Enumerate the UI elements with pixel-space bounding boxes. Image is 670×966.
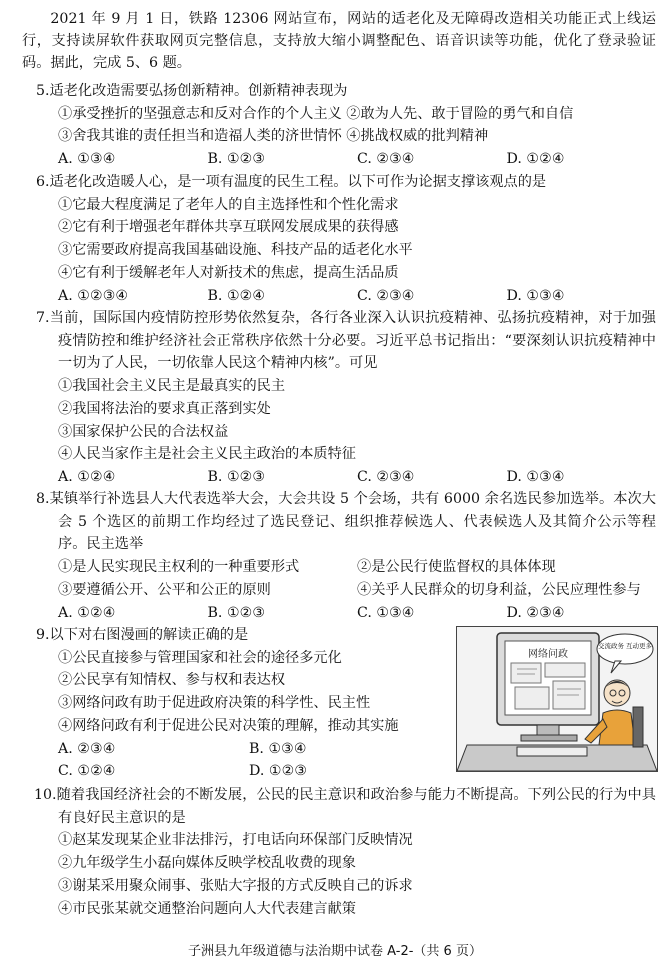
choice-c[interactable]: C. ②③④ — [357, 151, 415, 168]
choice-c[interactable]: C. ①③④ — [357, 604, 415, 621]
question-stem: 适老化改造暖人心，是一项有温度的民生工程。以下可作为论据支撑该观点的是 — [49, 174, 547, 190]
answer-choices — [22, 602, 656, 625]
option-line: ②九年级学生小磊向媒体反映学校乱收费的现象 — [58, 855, 356, 872]
option-line: ④网络问政有利于促进公民对决策的理解，推动其实施 — [58, 717, 399, 734]
option-line: ④市民张某就交通整治问题向人大代表建言献策 — [58, 900, 356, 917]
bubble-text: 交流政务 互动更多 — [597, 642, 653, 650]
option-line: ③网络问政有助于促进政府决策的科学性、民主性 — [58, 695, 371, 712]
answer-choices — [22, 148, 656, 171]
option-line: ②公民享有知情权、参与权和表达权 — [58, 672, 286, 689]
question-stem: 以下对右图漫画的解读正确的是 — [49, 627, 249, 643]
option-line: ①赵某发现某企业非法排污，打电话向环保部门反映情况 — [58, 832, 413, 849]
choice-d[interactable]: D. ①③④ — [506, 287, 565, 304]
option-line: ②它有利于增强老年群体共享互联网发展成果的获得感 — [58, 219, 399, 236]
question-10 — [22, 784, 656, 920]
option-line: ①承受挫折的坚强意志和反对合作的个人主义 ②敢为人先、敢于冒险的勇气和自信 — [58, 105, 574, 122]
answer-choices — [22, 760, 440, 783]
choice-b[interactable]: B. ①②④ — [207, 287, 266, 304]
option-line: ④人民当家作主是社会主义民主政治的本质特征 — [58, 446, 356, 463]
cartoon-image — [456, 626, 658, 772]
choice-b[interactable]: B. ①②③ — [207, 151, 266, 168]
question-6 — [22, 171, 656, 307]
choice-d[interactable]: D. ②③④ — [506, 604, 565, 621]
choice-d[interactable]: D. ①②③ — [249, 763, 308, 780]
option-item: ④关乎人民群众的切身利益，公民应理性参与 — [357, 581, 641, 598]
option-line: ③舍我其谁的责任担当和造福人类的济世情怀 ④挑战权威的批判精神 — [58, 128, 489, 145]
option-row — [22, 556, 656, 579]
question-number: 6. — [36, 174, 50, 190]
cartoon-drawing — [457, 627, 657, 771]
choice-b[interactable]: B. ①②③ — [207, 604, 266, 621]
question-stem: 随着我国经济社会的不断发展，公民的民主意识和政治参与能力不断提高。下列公民的行为中具有良好民主意识的是 — [56, 787, 656, 826]
choice-a[interactable]: A. ①②④ — [58, 468, 116, 485]
choice-b[interactable]: B. ①③④ — [249, 740, 307, 757]
option-item: ①是人民实现民主权利的一种重要形式 — [58, 559, 300, 576]
question-number: 7. — [36, 310, 50, 326]
option-row — [22, 579, 656, 602]
option-item: ③要遵循公开、公平和公正的原则 — [58, 581, 271, 598]
question-number: 8. — [36, 491, 50, 507]
question-7 — [22, 307, 656, 489]
answer-choices — [22, 738, 440, 761]
question-number: 10. — [34, 787, 57, 803]
question-8 — [22, 488, 656, 624]
option-line: ①公民直接参与管理国家和社会的途径多元化 — [58, 649, 342, 666]
choice-a[interactable]: A. ②③④ — [58, 740, 116, 757]
question-stem: 某镇举行补选县人大代表选举大会，大会共设 5 个会场，共有 6000 余名选民参加选举。本次大会 5 个选区的前期工作均经过了选民登记、组织推荐候选人、代表候选人及其简介公示等程序。民主选举 — [49, 491, 656, 553]
question-stem: 当前，国际国内疫情防控形势依然复杂，各行各业深入认识抗疫精神、弘扬抗疫精神，对于加强疫情防控和维护经济社会正常秩序依然十分必要。习近平总书记指出：“要深刻认识抗疫精神中一切为了人民，一切依靠人民这个精神内核”。可见 — [49, 310, 656, 372]
page-footer: 子洲县九年级道德与法治期中试卷 A-2-（共 6 页） — [188, 944, 482, 959]
option-line: ①它最大程度满足了老年人的自主选择性和个性化需求 — [58, 196, 399, 213]
choice-a[interactable]: A. ①③④ — [58, 151, 116, 168]
option-line: ③国家保护公民的合法权益 — [58, 423, 229, 440]
choice-d[interactable]: D. ①③④ — [506, 468, 565, 485]
question-9 — [22, 624, 440, 783]
option-line: ③它需要政府提高我国基础设施、科技产品的适老化水平 — [58, 242, 413, 259]
option-line: ①我国社会主义民主是最真实的民主 — [58, 378, 286, 395]
choice-a[interactable]: A. ①②③④ — [58, 287, 129, 304]
choice-c[interactable]: C. ②③④ — [357, 287, 415, 304]
option-line: ③谢某采用聚众闹事、张贴大字报的方式反映自己的诉求 — [58, 877, 413, 894]
question-number: 9. — [36, 627, 50, 643]
option-line: ④它有利于缓解老年人对新技术的焦虑，提高生活品质 — [58, 264, 399, 281]
choice-a[interactable]: A. ①②④ — [58, 604, 116, 621]
option-line: ②我国将法治的要求真正落到实处 — [58, 400, 271, 417]
answer-choices — [22, 285, 656, 308]
answer-choices — [22, 466, 656, 489]
question-5 — [22, 80, 656, 171]
question-stem: 适老化改造需要弘扬创新精神。创新精神表现为 — [49, 83, 348, 99]
choice-d[interactable]: D. ①②④ — [506, 151, 565, 168]
choice-c[interactable]: C. ①②④ — [58, 763, 116, 780]
screen-title: 网络问政 — [528, 649, 568, 660]
option-item: ②是公民行使监督权的具体体现 — [357, 559, 556, 576]
choice-b[interactable]: B. ①②③ — [207, 468, 266, 485]
question-number: 5. — [36, 83, 50, 99]
intro-paragraph: 2021 年 9 月 1 日，铁路 12306 网站宣布，网站的适老化及无障碍改造相关功能正式上线运行，支持读屏软件获取网页完整信息，支持放大缩小调整配色、语音识读等功能，优化了登录验证码。据此，完成 5、6 题。 — [22, 11, 656, 71]
choice-c[interactable]: C. ②③④ — [357, 468, 415, 485]
